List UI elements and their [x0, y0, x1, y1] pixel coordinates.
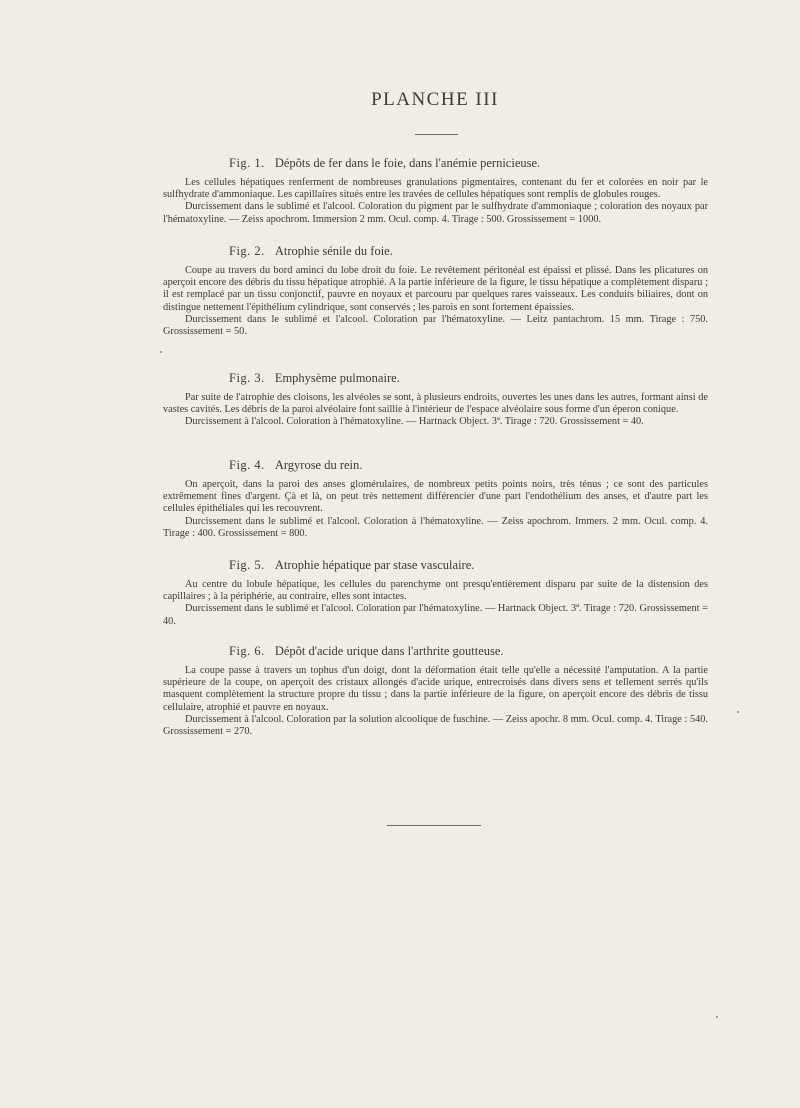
- figure-5-number: Fig. 5.: [229, 558, 265, 572]
- figure-1-section: [163, 156, 708, 226]
- figure-1-description: Les cellules hépatiques renferment de nombreuses granulations pigmentaires, contenant du fer et colorées en noir par le sulfhydrate d'ammoniaque. Les capillaires situés entre les travées de cellules hépatiques sont remplis de globules rouges.: [163, 177, 708, 201]
- figure-1-heading: [229, 156, 708, 171]
- figure-2-description: Coupe au travers du bord aminci du lobe droit du foie. Le revêtement péritonéal est épaissi et plissé. Dans les plicatures on aperçoit encore des débris du tissu hépatique atrophié. A la partie inférieure de la figure, le tissu hépatique a complètement disparu ; il est remplacé par un tissu conjonctif, pauvre en noyaux et parcouru par quelques rares vaisseaux. Les conduits biliaires, dont on distingue nettement l'épithélium cylindrique, sont conservés ; les parois en sont fortement épaissies.: [163, 265, 708, 313]
- figure-6-section: [163, 644, 708, 738]
- figure-4-technique: Durcissement dans le sublimé et l'alcool. Coloration à l'hématoxyline. — Zeiss apochrom. Immers. 2 mm. Ocul. comp. 4. Tirage : 400. Grossissement = 800.: [163, 515, 708, 539]
- figure-4-number: Fig. 4.: [229, 458, 265, 472]
- paper-speck: [160, 351, 162, 353]
- figure-2-technique: Durcissement dans le sublimé et l'alcool. Coloration par l'hématoxyline. — Leitz pantachrom. 15 mm. Tirage : 750. Grossissement = 50.: [163, 313, 708, 338]
- figure-3-heading: [229, 371, 708, 386]
- figure-1-title: Dépôts de fer dans le foie, dans l'anémie pernicieuse.: [274, 156, 541, 170]
- figure-6-technique: Durcissement à l'alcool. Coloration par la solution alcoolique de fuschine. — Zeiss apochr. 8 mm. Ocul. comp. 4. Tirage : 540. Grossissement = 270.: [163, 713, 708, 738]
- figure-4-heading: [229, 458, 708, 473]
- page-title: PLANCHE III: [371, 89, 499, 110]
- figure-5-section: [163, 558, 708, 628]
- figure-6-description: La coupe passe à travers un tophus d'un doigt, dont la déformation était telle qu'elle a nécessité l'amputation. A la partie supérieure de la coupe, on aperçoit des cristaux allongés d'acide urique, entrecroisés dans divers sens et tellement serrés qu'ils masquent complètement la structure propre du tissu ; dans la partie inférieure de la figure, on aperçoit encore des débris de tissu cellulaire, atrophié et pauvre en noyaux.: [163, 665, 708, 713]
- figure-5-technique: Durcissement dans le sublimé et l'alcool. Coloration par l'hématoxyline. — Hartnack Object. 3ª. Tirage : 720. Grossissement = 40.: [163, 603, 708, 627]
- figure-4-description: On aperçoit, dans la paroi des anses glomérulaires, de nombreux petits points noirs, très ténus ; ce sont des particules extrêmement fines d'argent. Çà et là, on peut très nettement différencier d'une part l'endothélium des anses, et d'autre part les cellules épithéliales qui les recouvrent.: [163, 479, 708, 515]
- figure-1-number: Fig. 1.: [229, 156, 265, 170]
- figure-3-title: Emphysème pulmonaire.: [274, 371, 400, 385]
- paper-speck: [737, 711, 739, 713]
- figure-1-technique: Durcissement dans le sublimé et l'alcool. Coloration du pigment par le sulfhydrate d'ammoniaque ; coloration des noyaux par l'hématoxyline. — Zeiss apochrom. Immersion 2 mm. Ocul. comp. 4. Tirage : 500. Grossissement = 1000.: [163, 201, 708, 225]
- figure-6-title: Dépôt d'acide urique dans l'arthrite goutteuse.: [274, 644, 504, 658]
- figure-4-title: Argyrose du rein.: [274, 458, 363, 472]
- figure-2-number: Fig. 2.: [229, 244, 265, 258]
- figure-5-heading: [229, 558, 708, 573]
- figure-3-technique: Durcissement à l'alcool. Coloration à l'hématoxyline. — Hartnack Object. 3ª. Tirage : 720. Grossissement = 40.: [185, 416, 644, 428]
- figure-2-title: Atrophie sénile du foie.: [274, 244, 393, 258]
- figure-2-section: [163, 244, 708, 338]
- figure-6-number: Fig. 6.: [229, 644, 265, 658]
- figure-3-description: Par suite de l'atrophie des cloisons, les alvéoles se sont, à plusieurs endroits, ouvertes les unes dans les autres, formant ainsi de vastes cavités. Les débris de la paroi alvéolaire font saillie à l'intérieur de l'espace alvéolaire sous forme d'un éperon conique.: [163, 392, 708, 416]
- end-divider: [387, 825, 481, 826]
- figure-5-title: Atrophie hépatique par stase vasculaire.: [274, 558, 475, 572]
- figure-3-section: [163, 371, 708, 429]
- figure-6-heading: [229, 644, 708, 659]
- figure-5-description: Au centre du lobule hépatique, les cellules du parenchyme ont presqu'entièrement disparu par suite de la distension des capillaires ; à la périphérie, au contraire, elles sont intactes.: [163, 579, 708, 603]
- title-divider: [415, 134, 458, 135]
- figure-4-section: [163, 458, 708, 540]
- figure-3-number: Fig. 3.: [229, 371, 265, 385]
- figure-2-heading: [229, 244, 708, 259]
- paper-speck: [716, 1016, 718, 1018]
